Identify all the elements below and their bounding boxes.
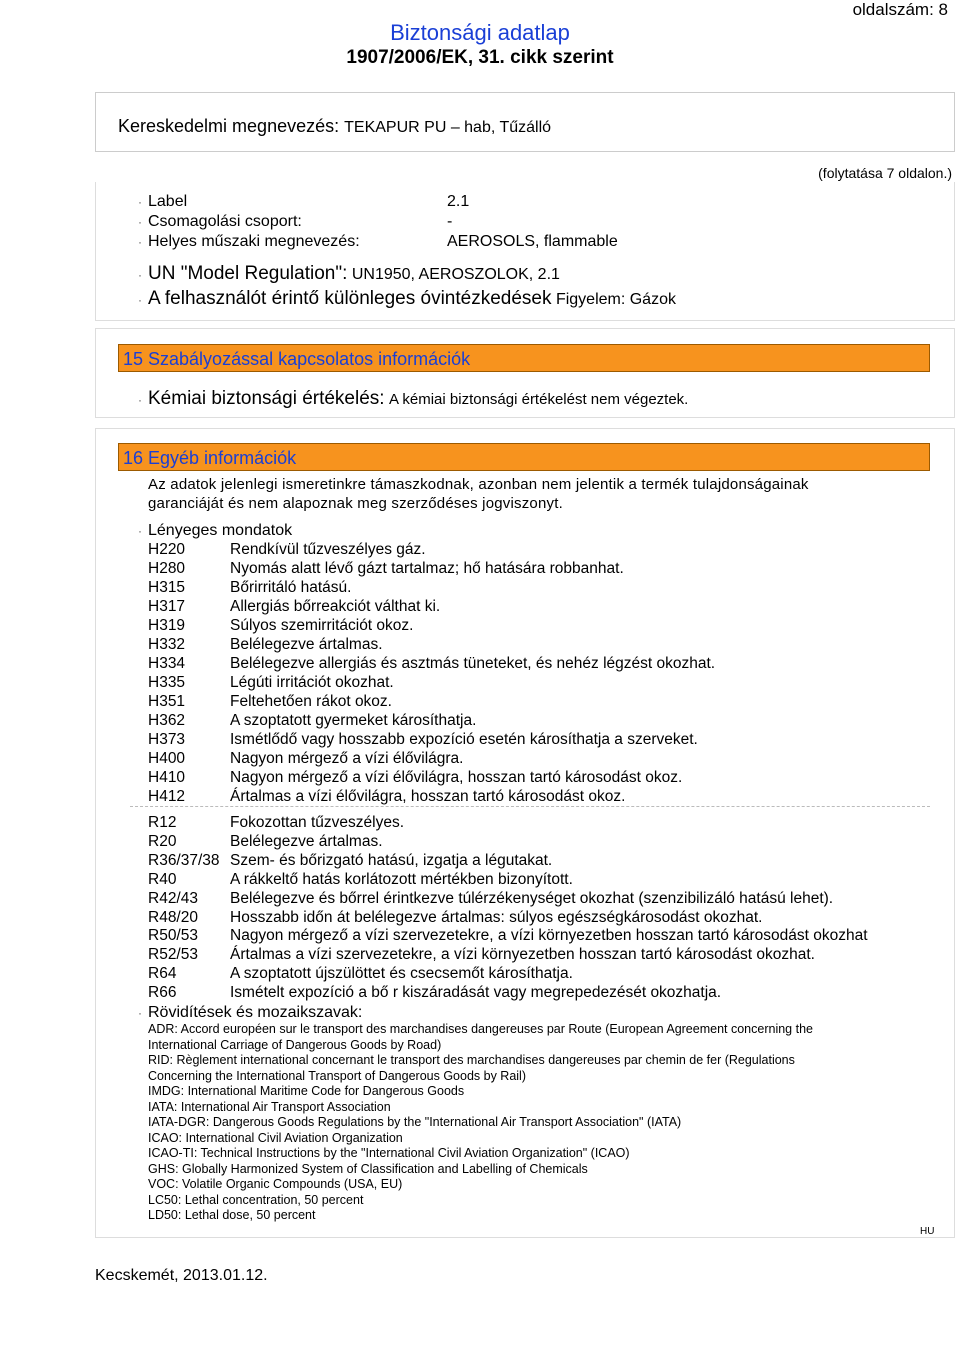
section-16-title: 16 Egyéb információk — [118, 443, 930, 471]
un-value: UN1950, AEROSZOLOK, 2.1 — [351, 266, 560, 283]
h-text: Nyomás alatt lévő gázt tartalmaz; hő hatására robbanhat. — [230, 560, 624, 577]
shipping-label: Helyes műszaki megnevezés: — [148, 233, 360, 250]
h-code: H334 — [148, 655, 186, 672]
abbreviation-line: GHS: Globally Harmonized System of Classification and Labelling of Chemicals — [148, 1161, 588, 1176]
h-row — [148, 788, 625, 807]
r-row — [148, 833, 383, 852]
r-row — [148, 871, 573, 890]
h-row — [148, 560, 624, 579]
r-row — [148, 927, 868, 946]
packing-label: Csomagolási csoport: — [148, 213, 302, 230]
section-15-title: 15 Szabályozással kapcsolatos információk — [118, 344, 930, 372]
h-code: H319 — [148, 617, 186, 634]
h-code: H412 — [148, 788, 186, 805]
abbr-title-row: · Rövidítések és mozaikszavak: — [138, 1004, 363, 1021]
abbreviation-line: IATA-DGR: Dangerous Goods Regulations by the "International Air Transport Association" (IATA) — [148, 1115, 682, 1129]
r-code: R36/37/38 — [148, 851, 220, 869]
r-text: Ismételt expozíció a bő r kiszáradását vagy megrepedezését okozhatja. — [230, 984, 722, 1002]
abbreviation-line: ICAO: International Civil Aviation Organization — [148, 1130, 403, 1145]
abbreviation-line: IMDG: International Maritime Code for Dangerous Goods — [148, 1084, 465, 1098]
h-code: H332 — [148, 636, 186, 653]
trade-name-label: Kereskedelmi megnevezés: — [118, 116, 340, 136]
shipping-row: · Helyes műszaki megnevezés: — [138, 233, 360, 250]
un-row: · UN "Model Regulation": UN1950, AEROSZOLOK, 2.1 — [138, 263, 560, 284]
abbreviation-line: VOC: Volatile Organic Compounds (USA, EU) — [148, 1177, 403, 1191]
h-text: Súlyos szemirritációt okoz. — [230, 617, 414, 634]
r-row — [148, 984, 721, 1003]
h-text: Nagyon mérgező a vízi élővilágra. — [230, 750, 464, 767]
h-text: Feltehetően rákot okoz. — [230, 693, 392, 710]
r-text: Hosszabb időn át belélegezve ártalmas: súlyos egészségkárosodást okozhat. — [230, 908, 763, 926]
h-code: H317 — [148, 598, 186, 615]
abbreviation-line: ADR: Accord européen sur le transport des marchandises dangereuses par Route (European Agreement concerning the — [148, 1022, 813, 1036]
h-text: Belélegezve allergiás és asztmás tüneteket, és nehéz légzést okozhat. — [230, 655, 716, 672]
label-row: · Label — [138, 193, 188, 210]
page-number: oldalszám: 8 — [852, 0, 948, 19]
continued-note: (folytatása 7 oldalon.) — [818, 165, 952, 181]
chem-safety-row: · Kémiai biztonsági értékelés: A kémiai biztonsági értékelést nem végeztek. — [138, 388, 689, 409]
divider — [130, 806, 930, 807]
phrases-title-row: · Lényeges mondatok — [138, 522, 293, 539]
abbreviation-line: ICAO-TI: Technical Instructions by the "International Civil Aviation Organization" (ICAO) — [148, 1146, 630, 1160]
h-row — [148, 712, 476, 731]
h-code: H315 — [148, 579, 186, 596]
abbreviation-line: Concerning the International Transport of Dangerous Goods by Rail) — [148, 1068, 526, 1083]
h-text: Allergiás bőrreakciót válthat ki. — [230, 598, 441, 615]
r-code: R50/53 — [148, 927, 198, 945]
h-text: A szoptatott gyermeket károsíthatja. — [230, 712, 477, 729]
h-code: H220 — [148, 541, 186, 558]
special-label: A felhasználót érintő különleges óvintézkedések — [148, 288, 552, 309]
document-title: Biztonsági adatlap — [390, 20, 570, 45]
h-code: H362 — [148, 712, 186, 729]
special-value: Figyelem: Gázok — [555, 291, 676, 308]
h-row — [148, 579, 351, 598]
abbreviation-line: RID: Règlement international concernant le transport des marchandises dangereuses par chemin de fer (Regulations — [148, 1053, 795, 1067]
h-row — [148, 693, 392, 712]
r-text: Ártalmas a vízi szervezetekre, a vízi környezetben hosszan tartó károsodást okozhat. — [230, 946, 815, 964]
document-subtitle: 1907/2006/EK, 31. cikk szerint — [346, 47, 614, 68]
label-value: 2.1 — [447, 193, 470, 210]
shipping-value: AEROSOLS, flammable — [447, 233, 618, 250]
abbreviation-line: LD50: Lethal dose, 50 percent — [148, 1208, 316, 1222]
r-text: Szem- és bőrizgató hatású, izgatja a légutakat. — [230, 851, 553, 869]
r-code: R52/53 — [148, 946, 198, 964]
r-code: R40 — [148, 870, 177, 888]
abbreviation-line: IATA: International Air Transport Association — [148, 1099, 391, 1114]
h-row — [148, 541, 426, 560]
h-code: H280 — [148, 560, 186, 577]
r-code: R20 — [148, 832, 177, 850]
r-code: R64 — [148, 965, 177, 983]
r-text: A rákkeltő hatás korlátozott mértékben bizonyított. — [230, 870, 573, 888]
h-row — [148, 750, 463, 769]
intro-line-1: Az adatok jelenlegi ismeretinkre támaszkodnak, azonban nem jelentik a termék tulajdonságainak — [148, 476, 809, 493]
abbreviation-line: International Carriage of Dangerous Goods by Road) — [148, 1037, 442, 1052]
h-code: H351 — [148, 693, 186, 710]
r-text: A szoptatott újszülöttet és csecsemőt károsíthatja. — [230, 965, 573, 983]
h-row — [148, 636, 383, 655]
h-code: H410 — [148, 769, 186, 786]
r-text: Nagyon mérgező a vízi szervezetekre, a vízi környezetben hosszan tartó károsodást okozhat — [230, 927, 868, 945]
r-text: Fokozottan tűzveszélyes. — [230, 814, 405, 831]
language-code: HU — [920, 1226, 935, 1237]
trade-name-value: TEKAPUR PU – hab, Tűzálló — [344, 119, 552, 136]
special-precautions-row: · A felhasználót érintő különleges óvintézkedések Figyelem: Gázok — [138, 288, 676, 309]
r-row — [148, 890, 833, 909]
h-row — [148, 731, 698, 750]
r-row — [148, 852, 552, 871]
h-text: Belélegezve ártalmas. — [230, 636, 383, 653]
h-row — [148, 598, 440, 617]
h-text: Nagyon mérgező a vízi élővilágra, hosszan tartó károsodást okoz. — [230, 769, 683, 786]
phrases-title: Lényeges mondatok — [148, 522, 293, 539]
abbreviation-line: LC50: Lethal concentration, 50 percent — [148, 1192, 364, 1207]
label-label: Label — [148, 193, 188, 210]
h-code: H400 — [148, 750, 186, 767]
h-row — [148, 655, 715, 674]
h-text: Bőrirritáló hatású. — [230, 579, 352, 596]
r-text: Belélegezve és bőrrel érintkezve túlérzékenységet okozhat (szenzibilizáló hatású lehet). — [230, 889, 834, 907]
h-code: H373 — [148, 731, 186, 748]
h-text: Rendkívül tűzveszélyes gáz. — [230, 541, 426, 558]
r-row — [148, 909, 762, 928]
h-text: Ismétlődő vagy hosszabb expozíció esetén károsíthatja a szerveket. — [230, 731, 698, 748]
un-label: UN "Model Regulation": — [148, 263, 348, 284]
r-text: Belélegezve ártalmas. — [230, 832, 383, 850]
trade-name — [118, 116, 551, 137]
packing-value: - — [447, 213, 453, 230]
h-row — [148, 769, 682, 788]
packing-row: · Csomagolási csoport: — [138, 213, 302, 230]
h-row — [148, 674, 394, 693]
r-row — [148, 946, 815, 965]
chem-label: Kémiai biztonsági értékelés: — [148, 388, 385, 409]
r-code: R42/43 — [148, 889, 198, 907]
r-code: R66 — [148, 984, 177, 1002]
r-row — [148, 814, 404, 833]
h-row — [148, 617, 413, 636]
h-code: H335 — [148, 674, 186, 691]
h-text: Légúti irritációt okozhat. — [230, 674, 394, 691]
footer-date: Kecskemét, 2013.01.12. — [95, 1267, 268, 1284]
abbr-title: Rövidítések és mozaikszavak: — [148, 1004, 363, 1021]
r-row — [148, 965, 573, 984]
chem-value: A kémiai biztonsági értékelést nem végeztek. — [389, 391, 689, 408]
r-code: R48/20 — [148, 908, 198, 926]
h-text: Ártalmas a vízi élővilágra, hosszan tartó károsodást okoz. — [230, 788, 626, 805]
intro-line-2: garanciáját és nem alapoznak meg szerződéses jogviszonyt. — [148, 495, 563, 512]
r-code: R12 — [148, 814, 177, 831]
